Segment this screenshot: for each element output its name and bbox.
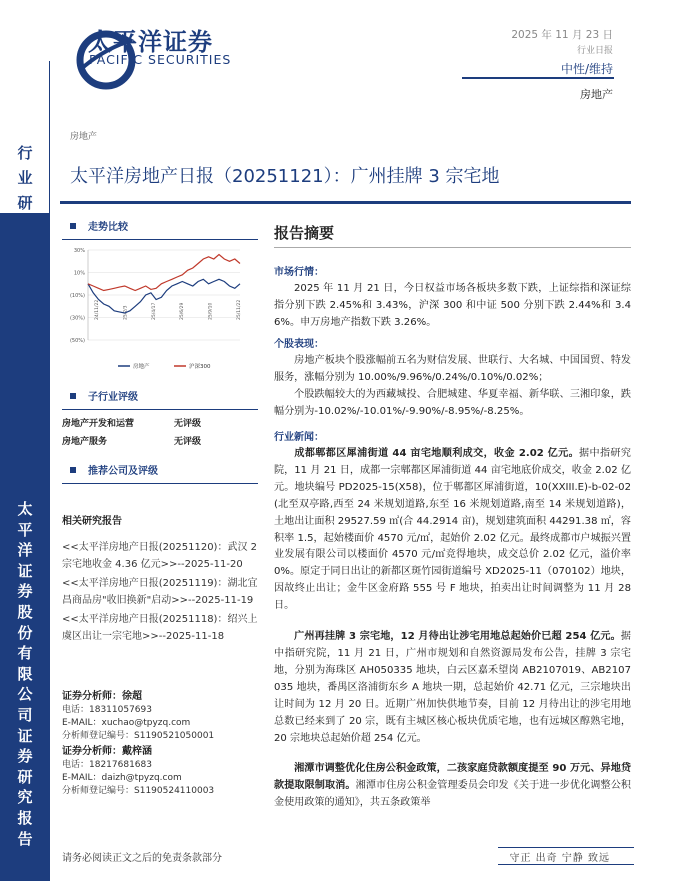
analyst-block bbox=[62, 745, 258, 798]
sidebar-top bbox=[0, 61, 50, 221]
title-divider bbox=[60, 201, 631, 204]
analyst-name: 证券分析师：徐超 bbox=[62, 691, 142, 702]
brand-name-en: PACIFIC SECURITIES bbox=[89, 52, 232, 67]
stock-paragraph bbox=[274, 387, 631, 421]
analyst-phone: 电话：18217681683 bbox=[62, 760, 152, 770]
sub-industry-table bbox=[62, 418, 258, 447]
news-paragraph bbox=[274, 761, 631, 812]
trend-chart-svg bbox=[62, 240, 258, 380]
sub-industry-rating: 无评级 bbox=[174, 437, 202, 447]
section-bullet-icon bbox=[70, 223, 76, 229]
analyst-info bbox=[62, 690, 258, 798]
section-divider bbox=[62, 409, 258, 410]
trend-chart bbox=[62, 240, 258, 380]
y-tick-label: 30% bbox=[73, 248, 85, 254]
market-paragraph bbox=[274, 281, 631, 332]
footer-disclaimer: 请务必阅读正文之后的免责条款部分 bbox=[62, 853, 222, 864]
analyst-email[interactable]: E-MAIL：xuchao@tpyzq.com bbox=[62, 718, 191, 728]
sub-industry-name: 房地产服务 bbox=[62, 437, 108, 447]
x-tick-label: 25/11/22 bbox=[237, 299, 242, 320]
analyst-block bbox=[62, 690, 258, 743]
x-tick-label: 25/6/29 bbox=[180, 302, 186, 320]
news-body: 据中指研究院，11 月 21 日，成都一宗郫都区犀浦街道 44 亩宅地底价成交，收金 2.02 亿元。地块编号 PD2025-15(X58)，位于郫都区犀浦街道，10(XXIII.E)-b-02-02(北至双亭路,西至 24 米规划道路,东至 16 米规划道路,南至 14 米规划道路)，土地出让面积 29527.59 ㎡(合 44.2914 亩)，规划建筑面积 44291.38 ㎡，容积率 1.5，起始楼面价 4570 元/㎡，起始价 2.02 亿元。最终成都市户城振兴置业发展有限公司以楼面价 4570 元/㎡竞得地块，成交总价 2.02 亿元，溢价率 0%。原定于同日出让的新都区斑竹园街道编号 XD2025-11（070102）地块，因故终止出让；金牛区金府路 555 号 F 地块，拍卖出让时间调整为 11 月 28 日。 bbox=[274, 448, 631, 612]
y-tick-label: (30%) bbox=[69, 315, 85, 322]
footer-divider bbox=[498, 847, 634, 848]
report-date: 2025 年 11 月 23 日 bbox=[511, 29, 613, 41]
sub-industry-rating: 无评级 bbox=[174, 419, 202, 429]
header-divider bbox=[462, 77, 614, 79]
abstract-title: 报告摘要 bbox=[274, 224, 335, 242]
section-divider bbox=[62, 483, 258, 484]
news-headline: 广州再挂牌 3 宗宅地，12 月待出让涉宅用地总起始价已超 254 亿元。 bbox=[294, 631, 621, 643]
market-text: 2025 年 11 月 21 日，今日权益市场各板块多数下跌，上证综指和深证综指分别下跌 2.45%和 3.43%，沪深 300 和中证 500 分别下跌 2.44%和 3.46%。申万房地产指数下跌 3.26%。 bbox=[274, 283, 631, 328]
abstract-divider bbox=[274, 247, 631, 248]
industry-title: 行业新闻： bbox=[274, 432, 324, 443]
related-report-link[interactable]: <<太平洋房地产日报(20251119)：湖北宜昌商品房"收旧换新"启动>>--2025-11-19 bbox=[62, 578, 258, 606]
section-bullet-icon bbox=[70, 393, 76, 399]
recommend-section bbox=[62, 462, 258, 484]
legend-label: 沪深300 bbox=[189, 364, 211, 370]
sub-industry-row bbox=[62, 434, 258, 447]
stock-text-gainers: 房地产板块个股涨幅前五名为财信发展、世联行、大名城、中国国贸、特发服务，涨幅分别为 10.00%/9.96%/0.24%/0.10%/0.02%； bbox=[274, 355, 631, 383]
y-tick-label: (50%) bbox=[69, 338, 85, 344]
related-reports bbox=[62, 512, 258, 645]
sector-label: 房地产 bbox=[580, 88, 613, 101]
section-bullet-icon bbox=[70, 467, 76, 473]
report-type: 行业日报 bbox=[576, 46, 613, 56]
analyst-cert: 分析师登记编号：S1190524110003 bbox=[62, 786, 215, 796]
sub-industry-section bbox=[62, 388, 258, 447]
breadcrumb: 房地产 bbox=[70, 132, 98, 142]
news-headline: 成都郫都区犀浦街道 44 亩宅地顺利成交，收金 2.02 亿元。 bbox=[294, 448, 580, 459]
x-tick-label: 25/4/17 bbox=[151, 302, 157, 320]
footer-motto: 守正 出奇 宁静 致远 bbox=[509, 853, 610, 864]
series-line bbox=[88, 279, 240, 313]
market-section bbox=[274, 263, 631, 332]
sidebar-main bbox=[0, 213, 50, 881]
y-tick-label: 10% bbox=[73, 270, 85, 277]
stock-title: 个股表现： bbox=[274, 339, 324, 350]
trend-section-header bbox=[62, 218, 258, 240]
industry-rating: 中性/维持 bbox=[560, 62, 613, 76]
industry-news-section bbox=[274, 428, 631, 812]
y-tick-label: (10%) bbox=[69, 293, 85, 299]
footer-divider bbox=[498, 864, 634, 865]
brand-name-cn: 太平洋证券 bbox=[88, 28, 213, 56]
related-title: 相关研究报告 bbox=[62, 516, 122, 527]
x-tick-label: 24/11/22 bbox=[95, 299, 100, 320]
page-title: 太平洋房地产日报（20251121）：广州挂牌 3 宗宅地 bbox=[70, 166, 500, 187]
news-body: 据中指研究院，11 月 21 日，广州市规划和自然资源局发布公告，挂牌 3 宗宅地，分别为海珠区 AH050335 地块，白云区嘉禾望岗 AB2107019、AB2107035 地块，番禺区洛浦街东乡 A 地块一期，总起始价 42.71 亿元，三宗地块出让时间为 12 月 20 日。近期广州加快供地节奏，目前 12 月待出让的涉宅用地总数已经来到了 20 宗，既有主城区核心板块优质宅地，也有远城区醇熟宅地，20 宗地块总起始价超 254 亿元。 bbox=[274, 631, 631, 744]
trend-title: 走势比较 bbox=[88, 222, 128, 233]
analyst-name: 证券分析师：戴梓涵 bbox=[62, 746, 152, 757]
recommend-title: 推荐公司及评级 bbox=[88, 466, 158, 477]
related-report-link[interactable]: <<太平洋房地产日报(20251118)：绍兴上虞区出让一宗宅地>>--2025-11-18 bbox=[62, 614, 258, 642]
related-list bbox=[62, 539, 258, 645]
analyst-email[interactable]: E-MAIL：daizh@tpyzq.com bbox=[62, 773, 182, 783]
news-headline: 湘潭市调整优化住房公积金政策，二孩家庭贷款额度提至 90 万元、异地贷款提取限制取消。 bbox=[274, 763, 631, 792]
sidebar-company-label: 太平洋证券股份有限公司证券研究报告 bbox=[17, 500, 33, 848]
legend-label: 房地产 bbox=[133, 364, 150, 370]
analyst-phone: 电话：18311057693 bbox=[62, 705, 152, 715]
sub-industry-name: 房地产开发和运营 bbox=[62, 419, 135, 429]
news-paragraph bbox=[274, 629, 631, 747]
stock-text-losers: 个股跌幅较大的为西藏城投、合肥城建、华夏幸福、新华联、三湘印象，跌幅分别为-10.02%/-10.01%/-9.90%/-8.95%/-8.25%。 bbox=[274, 388, 631, 417]
stock-paragraph bbox=[274, 353, 631, 387]
news-paragraph bbox=[274, 446, 631, 615]
analyst-cert: 分析师登记编号：S1190521050001 bbox=[62, 731, 215, 741]
sidebar-category-label: 行业研 bbox=[17, 144, 33, 212]
x-tick-label: 25/2/3 bbox=[123, 305, 129, 320]
related-report-link[interactable]: <<太平洋房地产日报(20251120)：武汉 2 宗宅地收金 4.36 亿元>>--2025-11-20 bbox=[62, 542, 257, 570]
sub-industry-row bbox=[62, 418, 258, 430]
news-body: 湘潭市住房公积金管理委员会印发《关于进一步优化调整公积金使用政策的通知》，共五条政策举 bbox=[274, 780, 631, 809]
market-title: 市场行情： bbox=[274, 267, 324, 278]
x-tick-label: 25/9/10 bbox=[208, 302, 214, 320]
stock-section bbox=[274, 335, 631, 421]
sub-industry-title: 子行业评级 bbox=[88, 392, 138, 403]
